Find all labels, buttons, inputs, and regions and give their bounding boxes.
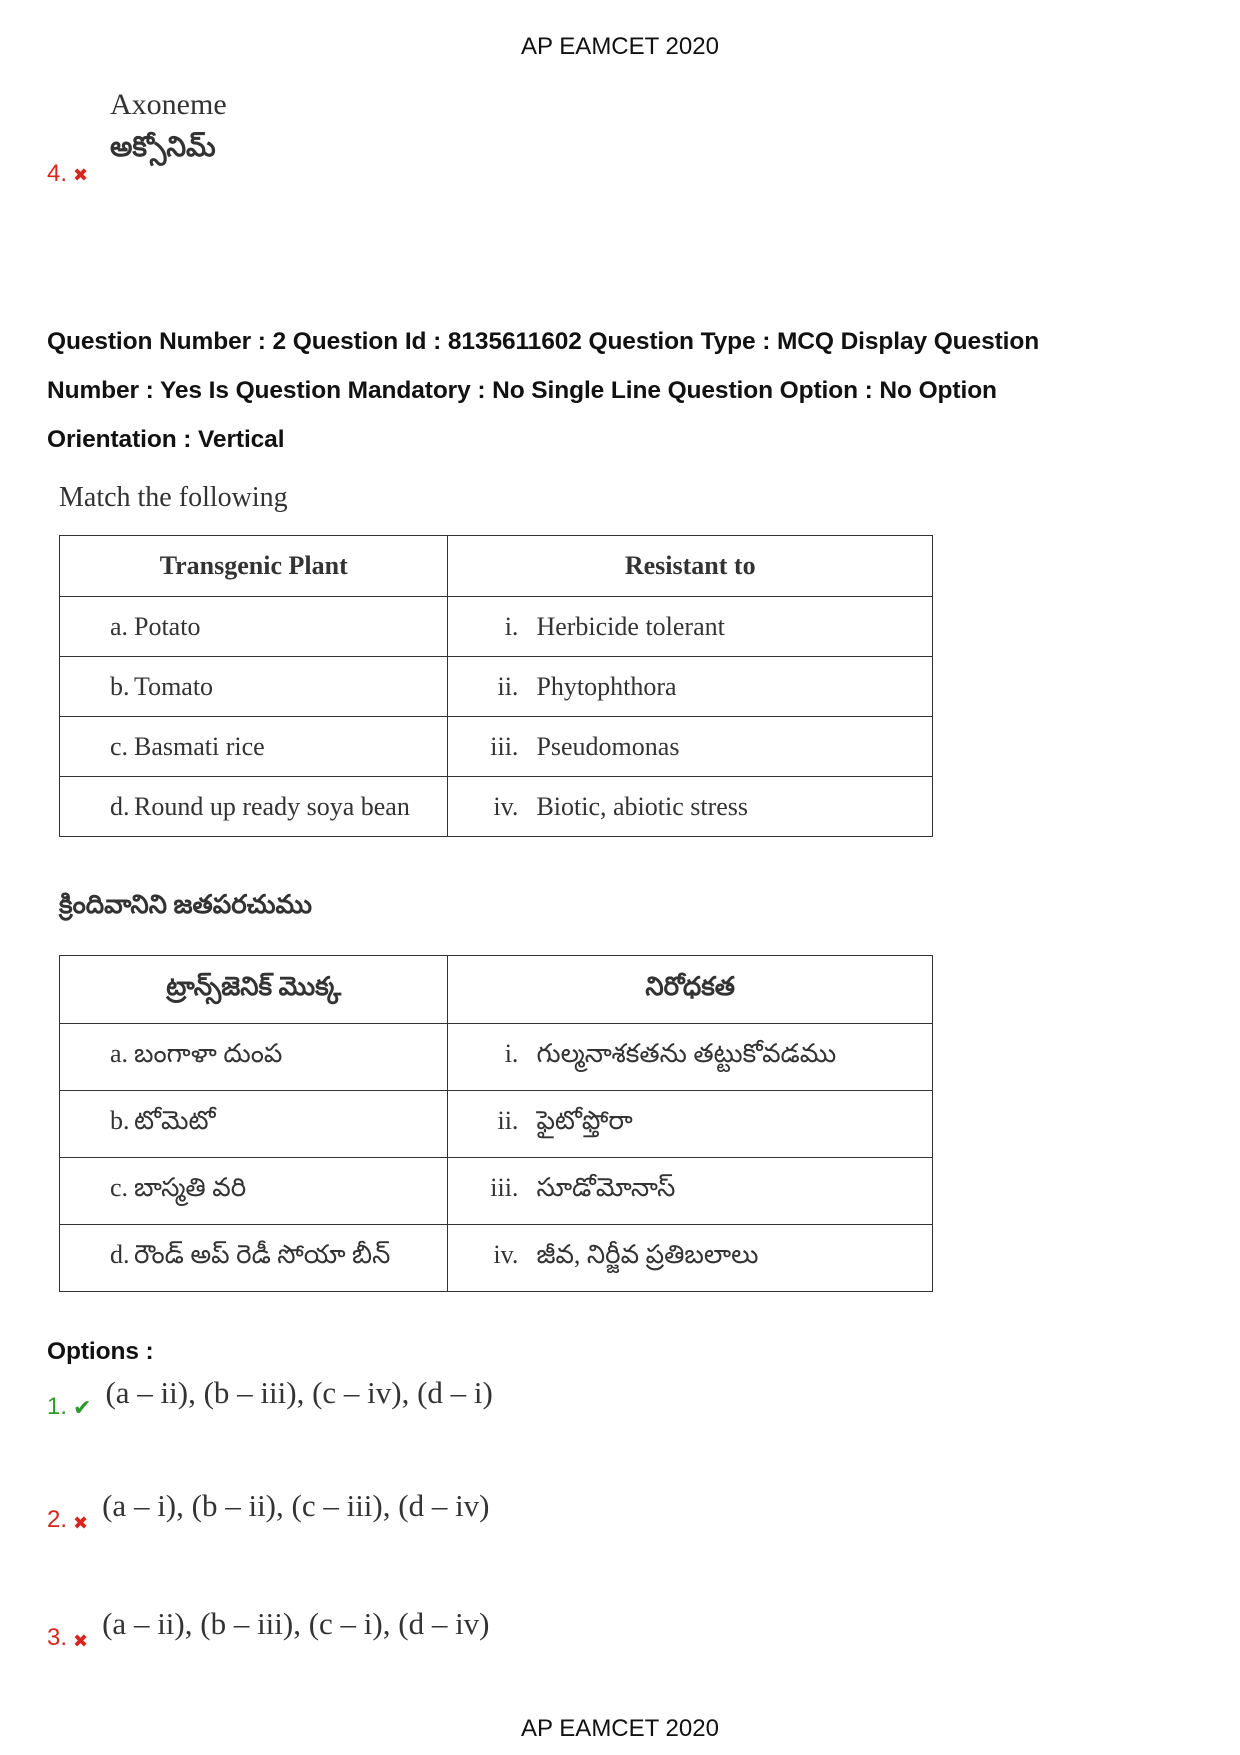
cell-left: టోమెటో xyxy=(134,1106,216,1135)
match-instruction-telugu: క్రిందివానిని జతపరచుము xyxy=(59,890,312,919)
cell-right: సూడోమోనాస్ xyxy=(536,1173,676,1202)
row-label: i. xyxy=(504,611,519,641)
cross-icon: ✖ xyxy=(73,165,89,185)
option-text: (a – ii), (b – iii), (c – i), (d – iv) xyxy=(102,1606,490,1641)
option-number: 4. xyxy=(47,160,68,187)
row-label: iv. xyxy=(493,791,519,821)
question-meta-line: Question Number : 2 Question Id : 8135611602 Question Type : MCQ Display Question xyxy=(47,328,1040,355)
cell-left: Tomato xyxy=(134,671,214,701)
option-text: (a – ii), (b – iii), (c – iv), (d – i) xyxy=(105,1375,493,1410)
table-row: d. Round up ready soya bean iv. Biotic, abiotic stress xyxy=(60,777,933,837)
cross-icon: ✖ xyxy=(73,1631,89,1651)
option-number: 1. xyxy=(47,1393,68,1420)
row-label: ii. xyxy=(497,1106,519,1135)
cell-left: బంగాళా దుంప xyxy=(134,1039,283,1068)
question-meta-line: Number : Yes Is Question Mandatory : No Single Line Question Option : No Option xyxy=(47,377,997,404)
match-table-english xyxy=(59,535,933,837)
column-header: Resistant to xyxy=(448,536,933,597)
table-row: a. బంగాళా దుంప i. గుల్మనాశకతను తట్టుకోవడము xyxy=(60,1024,933,1091)
column-header: Transgenic Plant xyxy=(60,536,448,597)
option-2[interactable] xyxy=(47,1488,490,1534)
option-text: (a – i), (b – ii), (c – iii), (d – iv) xyxy=(102,1488,490,1523)
option-number: 2. xyxy=(47,1506,68,1533)
row-label: ii. xyxy=(497,671,519,701)
table-row: b. టోమెటో ii. ఫైటోఫ్తోరా xyxy=(60,1091,933,1158)
table-row: c. Basmati rice iii. Pseudomonas xyxy=(60,717,933,777)
cell-right: Pseudomonas xyxy=(536,731,680,761)
cell-left: Round up ready soya bean xyxy=(134,791,410,821)
cell-left: బాస్మతి వరి xyxy=(134,1173,247,1202)
row-label: iv. xyxy=(493,1240,519,1269)
page-footer: AP EAMCET 2020 xyxy=(521,1715,719,1742)
cell-right: Herbicide tolerant xyxy=(536,611,725,641)
table-row: c. బాస్మతి వరి iii. సూడోమోనాస్ xyxy=(60,1158,933,1225)
option-3[interactable] xyxy=(47,1606,490,1652)
option-1[interactable] xyxy=(47,1375,493,1421)
row-label: iii. xyxy=(490,731,519,761)
table-header-row xyxy=(60,956,933,1024)
question-meta-line: Orientation : Vertical xyxy=(47,426,285,453)
match-instruction: Match the following xyxy=(59,482,288,513)
cross-icon: ✖ xyxy=(73,1513,89,1533)
table-header-row xyxy=(60,536,933,597)
cell-right: Biotic, abiotic stress xyxy=(536,791,749,821)
column-header: నిరోధకత xyxy=(448,956,933,1024)
cell-right: గుల్మనాశకతను తట్టుకోవడము xyxy=(536,1039,837,1068)
prev-option-telugu: అక్సోనిమ్ xyxy=(110,132,216,163)
table-row: a. Potato i. Herbicide tolerant xyxy=(60,597,933,657)
cell-left: Potato xyxy=(134,611,201,641)
cell-right: ఫైటోఫ్తోరా xyxy=(536,1106,633,1135)
row-label: i. xyxy=(504,1039,519,1068)
row-label: iii. xyxy=(490,1173,519,1202)
table-row: d. రౌండ్ అప్ రెడీ సోయా బీన్ iv. జీవ, నిర్జీవ ప్రతిబలాలు xyxy=(60,1225,933,1292)
page-header: AP EAMCET 2020 xyxy=(521,33,719,60)
cell-left: రౌండ్ అప్ రెడీ సోయా బీన్ xyxy=(134,1240,391,1269)
prev-option-english: Axoneme xyxy=(110,88,227,121)
option-number: 3. xyxy=(47,1624,68,1651)
check-icon: ✔ xyxy=(73,1395,92,1420)
cell-left: Basmati rice xyxy=(134,731,265,761)
match-table-telugu xyxy=(59,955,933,1292)
cell-right: Phytophthora xyxy=(536,671,677,701)
table-row: b. Tomato ii. Phytophthora xyxy=(60,657,933,717)
prev-option-number xyxy=(47,160,88,188)
cell-right: జీవ, నిర్జీవ ప్రతిబలాలు xyxy=(536,1240,759,1269)
options-label: Options : xyxy=(47,1338,154,1365)
column-header: ట్రాన్స్‌జెనిక్ మొక్క xyxy=(60,956,448,1024)
